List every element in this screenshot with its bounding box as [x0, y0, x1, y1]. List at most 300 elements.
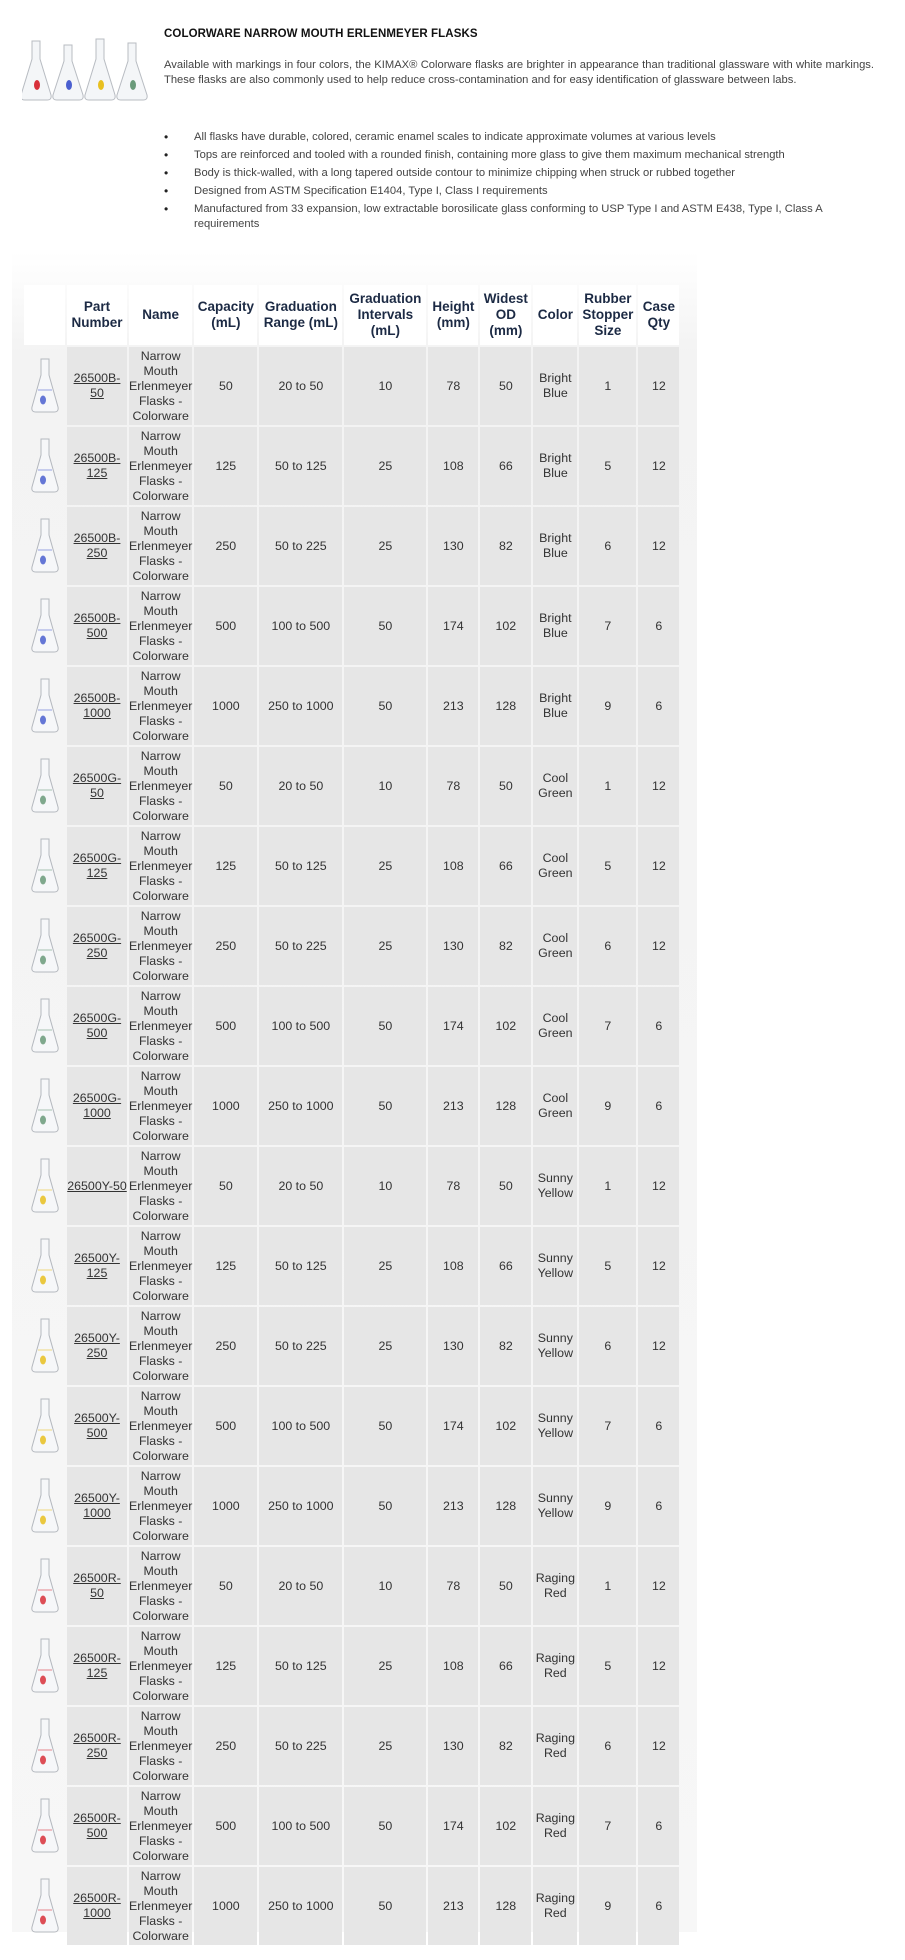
capacity-value: 250 — [194, 1707, 257, 1785]
height-value: 174 — [428, 1387, 478, 1465]
table-row — [24, 987, 679, 1065]
stopper-size-value: 1 — [579, 747, 636, 825]
part-number-link[interactable]: 26500R-50 — [73, 1571, 121, 1600]
widest-od-value: 102 — [480, 987, 531, 1065]
flask-icon — [28, 1556, 62, 1616]
capacity-value: 1000 — [194, 667, 257, 745]
table-row — [24, 1627, 679, 1705]
part-number-link[interactable]: 26500Y-50 — [67, 1178, 127, 1193]
capacity-value: 500 — [194, 1387, 257, 1465]
part-number-cell[interactable] — [67, 1147, 127, 1225]
height-value: 78 — [428, 1147, 478, 1225]
flask-thumbnail — [24, 1467, 65, 1545]
height-value: 130 — [428, 1307, 478, 1385]
flask-icon — [28, 1316, 62, 1376]
capacity-value: 1000 — [194, 1867, 257, 1945]
table-row — [24, 1787, 679, 1865]
color-value: Bright Blue — [533, 667, 577, 745]
color-value: Raging Red — [533, 1627, 577, 1705]
flask-thumbnail — [24, 987, 65, 1065]
capacity-value: 50 — [194, 1147, 257, 1225]
flask-icon — [28, 1716, 62, 1776]
flask-icon — [28, 1876, 62, 1936]
table-row — [24, 827, 679, 905]
stopper-size-value: 9 — [579, 1067, 636, 1145]
part-number-cell[interactable] — [67, 507, 127, 585]
capacity-value: 1000 — [194, 1467, 257, 1545]
product-name: Narrow Mouth Erlenmeyer Flasks - Colorware — [129, 1627, 192, 1705]
height-value: 213 — [428, 667, 478, 745]
case-qty-value: 12 — [638, 907, 679, 985]
stopper-size-value: 5 — [579, 827, 636, 905]
graduation-range-value: 50 to 125 — [259, 1227, 342, 1305]
part-number-cell[interactable] — [67, 1867, 127, 1945]
part-number-link[interactable]: 26500G-1000 — [72, 1091, 122, 1120]
capacity-value: 1000 — [194, 1067, 257, 1145]
case-qty-value: 12 — [638, 1627, 679, 1705]
height-value: 108 — [428, 827, 478, 905]
flask-thumbnail — [24, 1707, 65, 1785]
feature-item: • Tops are reinforced and tooled with a rounded finish, containing more glass to give them maximum mechanical strength — [164, 148, 888, 163]
part-number-link[interactable]: 26500R-250 — [73, 1731, 121, 1760]
product-name: Narrow Mouth Erlenmeyer Flasks - Colorware — [129, 907, 192, 985]
product-name: Narrow Mouth Erlenmeyer Flasks - Colorware — [129, 1787, 192, 1865]
part-number-cell[interactable] — [67, 1387, 127, 1465]
flask-thumbnail — [24, 1147, 65, 1225]
part-number-link[interactable]: 26500R-500 — [73, 1811, 121, 1840]
color-value: Raging Red — [533, 1867, 577, 1945]
part-number-link[interactable]: 26500R-1000 — [73, 1891, 121, 1920]
graduation-range-value: 20 to 50 — [259, 1147, 342, 1225]
widest-od-value: 82 — [480, 507, 531, 585]
table-row — [24, 1387, 679, 1465]
part-number-cell[interactable] — [67, 1467, 127, 1545]
color-value: Raging Red — [533, 1707, 577, 1785]
table-row — [24, 1307, 679, 1385]
widest-od-value: 50 — [480, 347, 531, 425]
part-number-link[interactable]: 26500R-125 — [73, 1651, 121, 1680]
graduation-intervals-value: 50 — [344, 587, 426, 665]
part-number-link[interactable]: 26500G-125 — [72, 851, 122, 880]
graduation-range-value: 250 to 1000 — [259, 667, 342, 745]
graduation-intervals-value: 25 — [344, 1227, 426, 1305]
capacity-value: 125 — [194, 427, 257, 505]
case-qty-value: 12 — [638, 827, 679, 905]
stopper-size-value: 9 — [579, 1467, 636, 1545]
stopper-size-value: 7 — [579, 1387, 636, 1465]
table-row — [24, 1227, 679, 1305]
part-number-cell[interactable] — [67, 1787, 127, 1865]
product-name: Narrow Mouth Erlenmeyer Flasks - Colorware — [129, 1387, 192, 1465]
flask-icon — [28, 916, 62, 976]
part-number-link[interactable]: 26500B-500 — [73, 611, 121, 640]
graduation-intervals-value: 25 — [344, 1627, 426, 1705]
graduation-intervals-value: 10 — [344, 347, 426, 425]
case-qty-value: 6 — [638, 1467, 679, 1545]
graduation-range-value: 50 to 225 — [259, 1707, 342, 1785]
stopper-size-value: 6 — [579, 507, 636, 585]
stopper-size-value: 7 — [579, 987, 636, 1065]
case-qty-value: 6 — [638, 987, 679, 1065]
height-value: 78 — [428, 1547, 478, 1625]
flask-icon — [28, 356, 62, 416]
graduation-intervals-value: 50 — [344, 1467, 426, 1545]
product-name: Narrow Mouth Erlenmeyer Flasks - Colorware — [129, 587, 192, 665]
stopper-size-value: 5 — [579, 427, 636, 505]
table-header-row — [24, 285, 679, 345]
product-name: Narrow Mouth Erlenmeyer Flasks - Colorware — [129, 1867, 192, 1945]
graduation-range-value: 20 to 50 — [259, 747, 342, 825]
feature-list — [164, 130, 888, 235]
case-qty-value: 6 — [638, 1067, 679, 1145]
graduation-range-value: 50 to 225 — [259, 507, 342, 585]
product-name: Narrow Mouth Erlenmeyer Flasks - Colorware — [129, 667, 192, 745]
product-table — [22, 283, 681, 1947]
capacity-value: 50 — [194, 347, 257, 425]
header-height: Height (mm) — [428, 285, 478, 345]
case-qty-value: 12 — [638, 1307, 679, 1385]
flask-thumbnail — [24, 507, 65, 585]
part-number-cell[interactable] — [67, 907, 127, 985]
color-value: Raging Red — [533, 1547, 577, 1625]
stopper-size-value: 6 — [579, 907, 636, 985]
graduation-intervals-value: 10 — [344, 1547, 426, 1625]
stopper-size-value: 1 — [579, 1547, 636, 1625]
case-qty-value: 12 — [638, 1147, 679, 1225]
table-row — [24, 907, 679, 985]
part-number-cell[interactable] — [67, 747, 127, 825]
widest-od-value: 50 — [480, 1547, 531, 1625]
part-number-cell[interactable] — [67, 1627, 127, 1705]
widest-od-value: 102 — [480, 1787, 531, 1865]
graduation-intervals-value: 50 — [344, 1067, 426, 1145]
case-qty-value: 12 — [638, 1227, 679, 1305]
capacity-value: 250 — [194, 907, 257, 985]
part-number-cell[interactable] — [67, 987, 127, 1065]
table-row — [24, 1467, 679, 1545]
height-value: 108 — [428, 427, 478, 505]
graduation-range-value: 250 to 1000 — [259, 1067, 342, 1145]
graduation-range-value: 20 to 50 — [259, 1547, 342, 1625]
flask-thumbnail — [24, 1627, 65, 1705]
flask-thumbnail — [24, 1227, 65, 1305]
part-number-cell[interactable] — [67, 1227, 127, 1305]
flask-icon — [28, 1476, 62, 1536]
widest-od-value: 82 — [480, 907, 531, 985]
header-graduation-range: Graduation Range (mL) — [259, 285, 342, 345]
flask-icon — [28, 1636, 62, 1696]
graduation-range-value: 100 to 500 — [259, 1387, 342, 1465]
stopper-size-value: 6 — [579, 1707, 636, 1785]
table-row — [24, 667, 679, 745]
table-row — [24, 1067, 679, 1145]
flask-thumbnail — [24, 1387, 65, 1465]
product-name: Narrow Mouth Erlenmeyer Flasks - Colorware — [129, 1307, 192, 1385]
flask-thumbnail — [24, 667, 65, 745]
color-value: Sunny Yellow — [533, 1227, 577, 1305]
case-qty-value: 12 — [638, 747, 679, 825]
part-number-link[interactable]: 26500Y-125 — [74, 1251, 120, 1280]
graduation-intervals-value: 50 — [344, 667, 426, 745]
graduation-intervals-value: 50 — [344, 987, 426, 1065]
color-value: Cool Green — [533, 987, 577, 1065]
part-number-cell[interactable] — [67, 587, 127, 665]
part-number-cell[interactable] — [67, 667, 127, 745]
flask-thumbnail — [24, 827, 65, 905]
graduation-intervals-value: 50 — [344, 1787, 426, 1865]
height-value: 213 — [428, 1867, 478, 1945]
graduation-intervals-value: 25 — [344, 507, 426, 585]
color-value: Cool Green — [533, 907, 577, 985]
case-qty-value: 12 — [638, 1707, 679, 1785]
part-number-link[interactable]: 26500G-500 — [72, 1011, 122, 1040]
capacity-value: 500 — [194, 987, 257, 1065]
product-name: Narrow Mouth Erlenmeyer Flasks - Colorware — [129, 827, 192, 905]
table-row — [24, 1547, 679, 1625]
case-qty-value: 12 — [638, 347, 679, 425]
color-value: Sunny Yellow — [533, 1307, 577, 1385]
stopper-size-value: 5 — [579, 1627, 636, 1705]
table-row — [24, 587, 679, 665]
widest-od-value: 128 — [480, 1067, 531, 1145]
graduation-range-value: 50 to 225 — [259, 1307, 342, 1385]
graduation-range-value: 50 to 125 — [259, 427, 342, 505]
color-value: Cool Green — [533, 747, 577, 825]
part-number-link[interactable]: 26500G-250 — [72, 931, 122, 960]
widest-od-value: 128 — [480, 667, 531, 745]
product-intro — [0, 0, 905, 250]
height-value: 213 — [428, 1067, 478, 1145]
height-value: 213 — [428, 1467, 478, 1545]
flask-thumbnail — [24, 1787, 65, 1865]
product-name: Narrow Mouth Erlenmeyer Flasks - Colorware — [129, 1707, 192, 1785]
color-value: Bright Blue — [533, 587, 577, 665]
flask-icon — [28, 596, 62, 656]
flask-thumbnail — [24, 1307, 65, 1385]
product-name: Narrow Mouth Erlenmeyer Flasks - Colorware — [129, 987, 192, 1065]
header-case-qty: Case Qty — [638, 285, 679, 345]
header-graduation-intervals: Graduation Intervals (mL) — [344, 285, 426, 345]
feature-item: • Manufactured from 33 expansion, low extractable borosilicate glass conforming to USP Type I and ASTM E438, Type I, Class A requirements — [164, 202, 888, 232]
capacity-value: 250 — [194, 507, 257, 585]
flask-thumbnail — [24, 1067, 65, 1145]
case-qty-value: 12 — [638, 507, 679, 585]
header-capacity: Capacity (mL) — [194, 285, 257, 345]
case-qty-value: 12 — [638, 1547, 679, 1625]
capacity-value: 125 — [194, 827, 257, 905]
flask-icon — [28, 1396, 62, 1456]
part-number-link[interactable]: 26500B-50 — [73, 371, 121, 400]
graduation-range-value: 20 to 50 — [259, 347, 342, 425]
table-row — [24, 1707, 679, 1785]
table-row — [24, 347, 679, 425]
flask-thumbnail — [24, 747, 65, 825]
capacity-value: 125 — [194, 1627, 257, 1705]
widest-od-value: 66 — [480, 427, 531, 505]
stopper-size-value: 7 — [579, 1787, 636, 1865]
height-value: 174 — [428, 587, 478, 665]
graduation-intervals-value: 25 — [344, 907, 426, 985]
case-qty-value: 6 — [638, 1387, 679, 1465]
height-value: 108 — [428, 1627, 478, 1705]
product-description: Available with markings in four colors, the KIMAX® Colorware flasks are brighter in appearance than traditional glassware with white markings. These flasks are also commonly used to help reduce cross-contamination and for easy identification of glassware between labs. — [164, 59, 874, 86]
flask-icon — [28, 1796, 62, 1856]
table-row — [24, 747, 679, 825]
color-value: Cool Green — [533, 1067, 577, 1145]
height-value: 174 — [428, 987, 478, 1065]
widest-od-value: 66 — [480, 827, 531, 905]
capacity-value: 500 — [194, 587, 257, 665]
height-value: 130 — [428, 1707, 478, 1785]
graduation-range-value: 50 to 225 — [259, 907, 342, 985]
page-title: COLORWARE NARROW MOUTH ERLENMEYER FLASKS — [164, 28, 478, 40]
stopper-size-value: 7 — [579, 587, 636, 665]
case-qty-value: 6 — [638, 587, 679, 665]
color-value: Raging Red — [533, 1787, 577, 1865]
part-number-link[interactable]: 26500B-125 — [73, 451, 121, 480]
height-value: 130 — [428, 907, 478, 985]
part-number-link[interactable]: 26500G-50 — [72, 771, 122, 800]
color-value: Bright Blue — [533, 427, 577, 505]
part-number-cell[interactable] — [67, 1707, 127, 1785]
graduation-range-value: 100 to 500 — [259, 987, 342, 1065]
header-part-number: Part Number — [67, 285, 127, 345]
flask-thumbnail — [24, 907, 65, 985]
feature-item: • Body is thick-walled, with a long tapered outside contour to minimize chipping when struck or rubbed together — [164, 166, 888, 181]
capacity-value: 50 — [194, 1547, 257, 1625]
height-value: 78 — [428, 747, 478, 825]
product-name: Narrow Mouth Erlenmeyer Flasks - Colorware — [129, 427, 192, 505]
case-qty-value: 12 — [638, 427, 679, 505]
stopper-size-value: 9 — [579, 1867, 636, 1945]
capacity-value: 250 — [194, 1307, 257, 1385]
feature-item: • Designed from ASTM Specification E1404, Type I, Class I requirements — [164, 184, 888, 199]
case-qty-value: 6 — [638, 1867, 679, 1945]
capacity-value: 125 — [194, 1227, 257, 1305]
color-value: Sunny Yellow — [533, 1387, 577, 1465]
color-value: Bright Blue — [533, 507, 577, 585]
graduation-intervals-value: 25 — [344, 1707, 426, 1785]
stopper-size-value: 9 — [579, 667, 636, 745]
part-number-cell[interactable] — [67, 1547, 127, 1625]
graduation-intervals-value: 25 — [344, 1307, 426, 1385]
product-name: Narrow Mouth Erlenmeyer Flasks - Colorware — [129, 347, 192, 425]
flask-icon — [28, 1076, 62, 1136]
part-number-cell[interactable] — [67, 427, 127, 505]
graduation-intervals-value: 25 — [344, 427, 426, 505]
graduation-intervals-value: 10 — [344, 747, 426, 825]
part-number-cell[interactable] — [67, 1067, 127, 1145]
part-number-link[interactable]: 26500Y-250 — [74, 1331, 120, 1360]
height-value: 78 — [428, 347, 478, 425]
stopper-size-value: 1 — [579, 347, 636, 425]
part-number-link[interactable]: 26500Y-500 — [74, 1411, 120, 1440]
header-image — [24, 285, 65, 345]
flask-icon — [28, 516, 62, 576]
flask-thumbnail — [24, 1867, 65, 1945]
table-row — [24, 1147, 679, 1225]
widest-od-value: 66 — [480, 1627, 531, 1705]
stopper-size-value: 1 — [579, 1147, 636, 1225]
flask-thumbnail — [24, 347, 65, 425]
case-qty-value: 6 — [638, 1787, 679, 1865]
widest-od-value: 50 — [480, 1147, 531, 1225]
capacity-value: 500 — [194, 1787, 257, 1865]
product-name: Narrow Mouth Erlenmeyer Flasks - Colorware — [129, 747, 192, 825]
widest-od-value: 128 — [480, 1867, 531, 1945]
flask-icon — [28, 756, 62, 816]
part-number-link[interactable]: 26500B-250 — [73, 531, 121, 560]
graduation-range-value: 100 to 500 — [259, 587, 342, 665]
color-value: Sunny Yellow — [533, 1147, 577, 1225]
part-number-cell[interactable] — [67, 827, 127, 905]
flask-icon — [28, 676, 62, 736]
flask-icon — [28, 836, 62, 896]
flask-icon — [28, 1156, 62, 1216]
part-number-link[interactable]: 26500Y-1000 — [74, 1491, 120, 1520]
height-value: 108 — [428, 1227, 478, 1305]
widest-od-value: 102 — [480, 1387, 531, 1465]
four-colorware-flasks-image — [22, 35, 152, 107]
header-widest-od: Widest OD (mm) — [480, 285, 531, 345]
part-number-link[interactable]: 26500B-1000 — [73, 691, 121, 720]
case-qty-value: 6 — [638, 667, 679, 745]
flask-icon — [28, 1236, 62, 1296]
table-row — [24, 1867, 679, 1945]
product-name: Narrow Mouth Erlenmeyer Flasks - Colorware — [129, 1547, 192, 1625]
widest-od-value: 66 — [480, 1227, 531, 1305]
flask-thumbnail — [24, 1547, 65, 1625]
product-name: Narrow Mouth Erlenmeyer Flasks - Colorware — [129, 1067, 192, 1145]
table-row — [24, 427, 679, 505]
widest-od-value: 50 — [480, 747, 531, 825]
color-value: Bright Blue — [533, 347, 577, 425]
widest-od-value: 128 — [480, 1467, 531, 1545]
graduation-intervals-value: 50 — [344, 1867, 426, 1945]
product-name: Narrow Mouth Erlenmeyer Flasks - Colorware — [129, 1467, 192, 1545]
graduation-range-value: 50 to 125 — [259, 827, 342, 905]
feature-item: • All flasks have durable, colored, ceramic enamel scales to indicate approximate volumes at various levels — [164, 130, 888, 145]
header-name: Name — [129, 285, 192, 345]
product-name: Narrow Mouth Erlenmeyer Flasks - Colorware — [129, 1227, 192, 1305]
flask-thumbnail — [24, 587, 65, 665]
height-value: 174 — [428, 1787, 478, 1865]
header-color: Color — [533, 285, 577, 345]
table-row — [24, 507, 679, 585]
graduation-range-value: 250 to 1000 — [259, 1867, 342, 1945]
stopper-size-value: 6 — [579, 1307, 636, 1385]
capacity-value: 50 — [194, 747, 257, 825]
graduation-range-value: 50 to 125 — [259, 1627, 342, 1705]
graduation-range-value: 100 to 500 — [259, 1787, 342, 1865]
flask-icon — [28, 436, 62, 496]
widest-od-value: 82 — [480, 1707, 531, 1785]
part-number-cell[interactable] — [67, 1307, 127, 1385]
flask-icon — [28, 996, 62, 1056]
graduation-intervals-value: 10 — [344, 1147, 426, 1225]
header-rubber-stopper: Rubber Stopper Size — [579, 285, 636, 345]
graduation-intervals-value: 50 — [344, 1387, 426, 1465]
widest-od-value: 82 — [480, 1307, 531, 1385]
graduation-intervals-value: 25 — [344, 827, 426, 905]
flask-thumbnail — [24, 427, 65, 505]
graduation-range-value: 250 to 1000 — [259, 1467, 342, 1545]
product-name: Narrow Mouth Erlenmeyer Flasks - Colorware — [129, 1147, 192, 1225]
part-number-cell[interactable] — [67, 347, 127, 425]
color-value: Sunny Yellow — [533, 1467, 577, 1545]
color-value: Cool Green — [533, 827, 577, 905]
product-name: Narrow Mouth Erlenmeyer Flasks - Colorware — [129, 507, 192, 585]
